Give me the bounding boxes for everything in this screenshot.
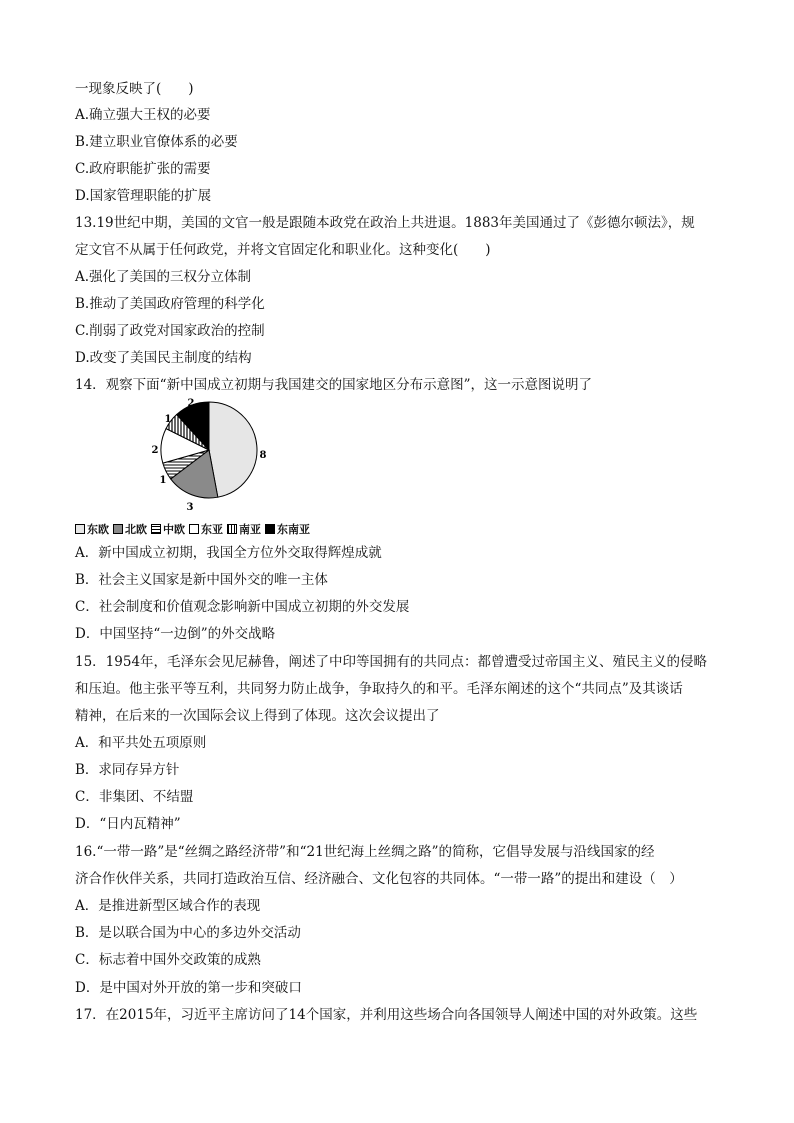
- text-line: C．社会制度和价值观念影响新中国成立初期的外交发展: [75, 599, 410, 615]
- text-line: D.国家管理职能的扩展: [75, 188, 212, 204]
- legend-swatch: [113, 524, 123, 534]
- text-line: C.削弱了政党对国家政治的控制: [75, 323, 265, 339]
- text-line: 精神，在后来的一次国际会议上得到了体现。这次会议提出了: [75, 708, 440, 724]
- legend-item: [189, 521, 223, 537]
- text-line: 17．在2015年，习近平主席访问了14个国家，并利用这些场合向各国领导人阐述中国的对外政策。这些: [75, 1007, 698, 1023]
- chart-legend: [75, 521, 314, 537]
- legend-label: 东亚: [201, 523, 223, 536]
- text-line: B．求同存异方针: [75, 762, 180, 778]
- text-line: D.改变了美国民主制度的结构: [75, 350, 252, 366]
- text-line: D．是中国对外开放的第一步和突破口: [75, 980, 302, 996]
- text-line: 定文官不从属于任何政党，并将文官固定化和职业化。这种变化( ): [75, 242, 491, 258]
- text-line: A．和平共处五项原则: [75, 735, 207, 751]
- legend-label: 南亚: [239, 523, 261, 536]
- legend-label: 东欧: [87, 523, 109, 536]
- pie-value-label: 1: [164, 414, 172, 425]
- pie-value-label: 8: [259, 450, 267, 461]
- text-line: 14．观察下面“新中国成立初期与我国建交的国家地区分布示意图”，这一示意图说明了: [75, 377, 592, 393]
- text-line: 和压迫。他主张平等互利，共同努力防止战争，争取持久的和平。毛泽东阐述的这个“共同点”及其谈话: [75, 681, 683, 697]
- text-line: A.确立强大王权的必要: [75, 107, 211, 123]
- legend-swatch: [227, 524, 237, 534]
- text-line: 一现象反映了( ): [75, 81, 194, 97]
- legend-item: [151, 521, 185, 537]
- legend-item: [113, 521, 147, 537]
- pie-value-label: 2: [187, 398, 195, 409]
- pie-slice-东欧: [209, 402, 257, 497]
- text-line: B.推动了美国政府管理的科学化: [75, 296, 265, 312]
- text-line: D．“日内瓦精神”: [75, 816, 181, 832]
- text-line: C．标志着中国外交政策的成熟: [75, 952, 261, 968]
- text-line: C．非集团、不结盟: [75, 789, 194, 805]
- legend-item: [265, 521, 310, 537]
- legend-label: 东南亚: [277, 523, 310, 536]
- text-line: B.建立职业官僚体系的必要: [75, 134, 238, 150]
- text-line: 济合作伙伴关系，共同打造政治互信、经济融合、文化包容的共同体。“一带一路”的提出和建设（ ）: [75, 871, 683, 887]
- text-line: A．新中国成立初期，我国全方位外交取得辉煌成就: [75, 545, 382, 561]
- pie-value-label: 1: [159, 475, 167, 486]
- text-line: D．中国坚持“一边倒”的外交战略: [75, 626, 276, 642]
- legend-swatch: [75, 524, 85, 534]
- legend-label: 北欧: [125, 523, 147, 536]
- text-line: B．社会主义国家是新中国外交的唯一主体: [75, 572, 328, 588]
- text-line: 13.19世纪中期，美国的文官一般是跟随本政党在政治上共进退。1883年美国通过了《彭德尔顿法》，规: [75, 215, 695, 231]
- text-line: C.政府职能扩张的需要: [75, 161, 211, 177]
- pie-value-label: 3: [186, 502, 194, 513]
- text-line: A．是推进新型区域合作的表现: [75, 898, 261, 914]
- legend-swatch: [265, 524, 275, 534]
- legend-item: [227, 521, 261, 537]
- text-line: A.强化了美国的三权分立体制: [75, 269, 252, 285]
- text-line: B．是以联合国为中心的多边外交活动: [75, 925, 301, 941]
- legend-swatch: [151, 524, 161, 534]
- legend-swatch: [189, 524, 199, 534]
- pie-value-label: 2: [151, 445, 159, 456]
- legend-label: 中欧: [163, 523, 185, 536]
- text-line: 16.“一带一路”是“丝绸之路经济带”和“21世纪海上丝绸之路”的简称，它倡导发展与沿线国家的经: [75, 844, 655, 860]
- pie-chart: [150, 398, 280, 514]
- legend-item: [75, 521, 109, 537]
- text-line: 15．1954年，毛泽东会见尼赫鲁，阐述了中印等国拥有的共同点：都曾遭受过帝国主义、殖民主义的侵略: [75, 654, 708, 670]
